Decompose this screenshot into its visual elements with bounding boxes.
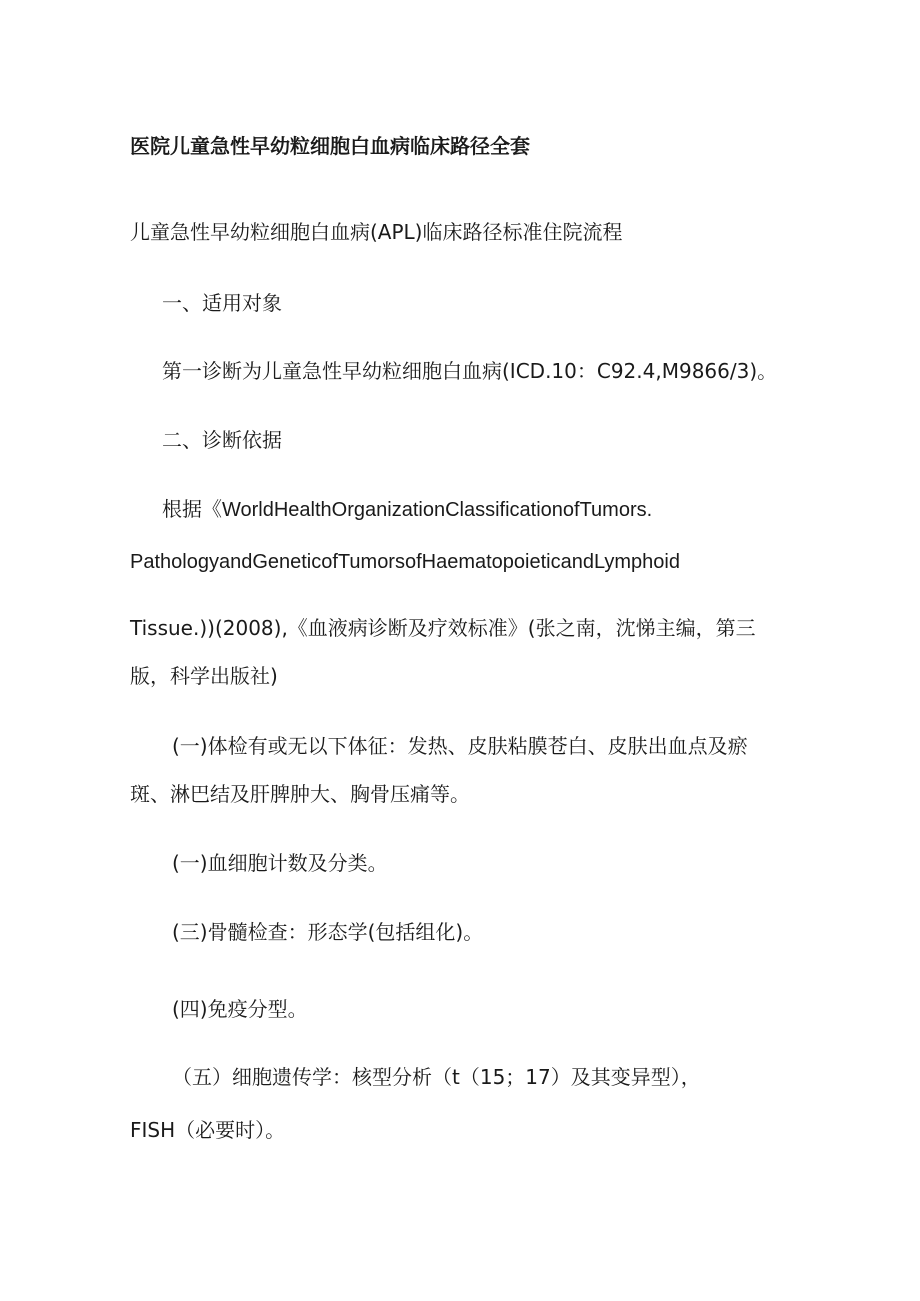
basis-line-3: Tissue.))(2008),《血液病诊断及疗效标准》(张之南，沈悌主编，第三: [130, 616, 756, 640]
basis-line-2: PathologyandGeneticofTumorsofHaematopoieticandLymphoid: [130, 551, 680, 573]
item2: (一)血细胞计数及分类。: [172, 851, 388, 875]
section1-heading: 一、适用对象: [162, 291, 282, 315]
basis-line-4: 版，科学出版社): [130, 664, 278, 688]
basis-line-1: 根据《WorldHealthOrganizationClassificationofTumors.: [162, 499, 653, 521]
item4: (四)免疫分型。: [172, 997, 308, 1021]
document-title: 医院儿童急性早幼粒细胞白血病临床路径全套: [130, 134, 530, 158]
item1-line-1: (一)体检有或无以下体征：发热、皮肤粘膜苍白、皮肤出血点及瘀: [172, 734, 748, 758]
document-subtitle: 儿童急性早幼粒细胞白血病(APL)临床路径标准住院流程: [130, 220, 623, 244]
item5-line-1: （五）细胞遗传学：核型分析（t（15；17）及其变异型），: [172, 1065, 701, 1089]
item5-line-2: FISH（必要时）。: [130, 1118, 286, 1142]
item1-line-2: 斑、淋巴结及肝脾肿大、胸骨压痛等。: [130, 782, 470, 806]
item3: (三)骨髓检查：形态学(包括组化)。: [172, 920, 484, 944]
section2-heading: 二、诊断依据: [162, 428, 282, 452]
section1-text: 第一诊断为儿童急性早幼粒细胞白血病(ICD.10：C92.4,M9866/3)。: [162, 359, 778, 383]
